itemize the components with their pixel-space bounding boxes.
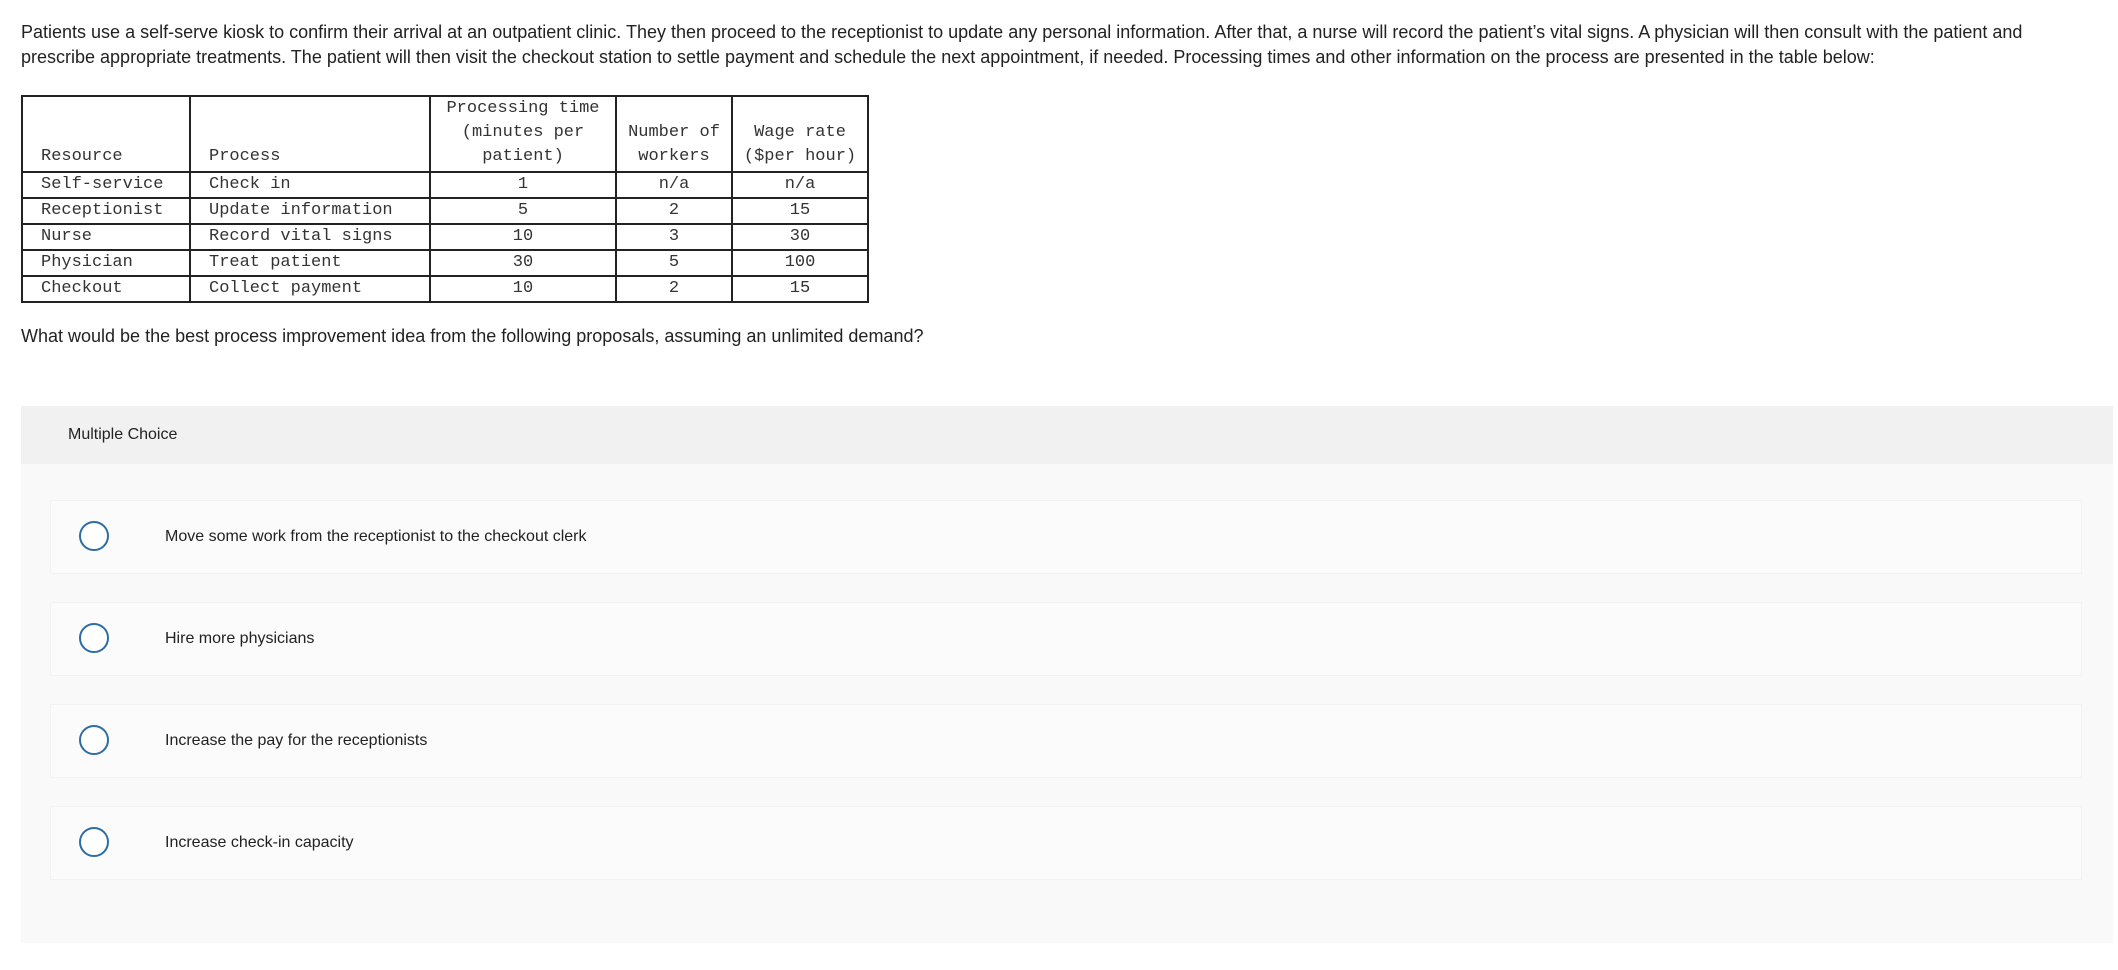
header-time-line3: patient) — [482, 147, 564, 166]
radio-button[interactable] — [79, 521, 109, 551]
cell-time: 10 — [430, 276, 616, 302]
question-intro-text: Patients use a self-serve kiosk to confirm their arrival at an outpatient clinic. They then proceed to the receptionist to update any personal information. After that, a nurse will record the patient’s vital signs. A physician will then consult with the patient and prescribe appropriate treatments. The patient will then visit the checkout station to settle payment and schedule the next appointment, if needed. Processing times and other information on the process are presented in the table below: — [21, 22, 2023, 67]
answer-option-4[interactable] — [50, 806, 2082, 880]
cell-resource: Self-service — [22, 172, 190, 198]
header-time-line2: (minutes per — [461, 123, 585, 142]
cell-time: 1 — [430, 172, 616, 198]
cell-time: 5 — [430, 198, 616, 224]
cell-time: 30 — [430, 250, 616, 276]
table-row — [22, 198, 868, 224]
cell-resource: Receptionist — [22, 198, 190, 224]
table-row — [22, 276, 868, 302]
cell-time: 10 — [430, 224, 616, 250]
process-data-table — [21, 95, 869, 303]
answer-option-3[interactable] — [50, 704, 2082, 778]
answer-option-label: Move some work from the receptionist to the checkout clerk — [165, 528, 587, 545]
header-resource: Resource — [22, 96, 190, 172]
header-wage-line2: ($per hour) — [743, 147, 857, 166]
cell-resource: Physician — [22, 250, 190, 276]
cell-wage: n/a — [732, 172, 868, 198]
cell-resource: Checkout — [22, 276, 190, 302]
multiple-choice-panel — [21, 406, 2113, 943]
cell-wage: 15 — [732, 276, 868, 302]
header-wage-rate — [732, 96, 868, 172]
cell-wage: 15 — [732, 198, 868, 224]
table-row — [22, 224, 868, 250]
cell-wage: 30 — [732, 224, 868, 250]
cell-process: Update information — [190, 198, 430, 224]
answer-option-label: Hire more physicians — [165, 630, 315, 647]
question-prompt: What would be the best process improvement idea from the following proposals, assuming an unlimited demand? — [21, 326, 924, 346]
cell-process: Treat patient — [190, 250, 430, 276]
table-row — [22, 250, 868, 276]
radio-button[interactable] — [79, 827, 109, 857]
cell-workers: n/a — [616, 172, 732, 198]
cell-workers: 2 — [616, 198, 732, 224]
cell-workers: 3 — [616, 224, 732, 250]
cell-wage: 100 — [732, 250, 868, 276]
radio-button[interactable] — [79, 725, 109, 755]
table-row — [22, 172, 868, 198]
cell-workers: 5 — [616, 250, 732, 276]
header-processing-time — [430, 96, 616, 172]
multiple-choice-header — [21, 406, 2113, 464]
answer-option-label: Increase check-in capacity — [165, 834, 354, 851]
cell-process: Collect payment — [190, 276, 430, 302]
cell-process: Record vital signs — [190, 224, 430, 250]
answer-option-1[interactable] — [50, 500, 2082, 574]
table-header-row — [22, 96, 868, 172]
radio-button[interactable] — [79, 623, 109, 653]
answer-option-2[interactable] — [50, 602, 2082, 676]
answer-option-label: Increase the pay for the receptionists — [165, 732, 428, 749]
cell-process: Check in — [190, 172, 430, 198]
header-workers-line2: workers — [638, 147, 710, 166]
header-wage-line1: Wage rate — [754, 123, 846, 142]
header-workers-line1: Number of — [628, 123, 720, 142]
header-number-of-workers — [616, 96, 732, 172]
multiple-choice-label: Multiple Choice — [68, 426, 178, 443]
cell-resource: Nurse — [22, 224, 190, 250]
cell-workers: 2 — [616, 276, 732, 302]
header-time-line1: Processing time — [446, 99, 600, 118]
header-process: Process — [190, 96, 430, 172]
